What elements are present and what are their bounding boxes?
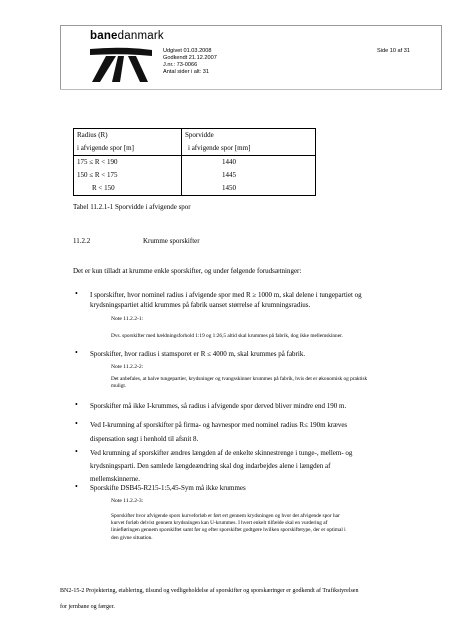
page-number: Side 10 af 31 [377, 48, 410, 54]
list-item [90, 290, 362, 310]
logo-bold: bane [90, 30, 118, 42]
gauge-table [73, 128, 316, 196]
table-header-gauge-1: Sporvidde [182, 129, 316, 143]
note-line: Dvs. sporskifter med hældningsforhold 1:19 og 1:26,5 altid skal krummes på fabrik, dog ikke mellemskinner. [111, 333, 343, 339]
list-item-line: dispensation søgt i henhold til afsnit 8. [90, 435, 199, 443]
list-item [90, 349, 305, 359]
list-item-line: Sporskifter, hvor radius i stamsporet er R ≤ 4000 m, skal krummes på fabrik. [90, 350, 306, 358]
list-item-line: Sporskifter må ikke I-krummes, så radius i afvigende spor derved bliver mindre end 190 m. [90, 402, 347, 410]
note-label: Note 11.2.2-1: [111, 316, 144, 322]
note-line: liniefløringen gennem sporskiftet samt før og efter sporskiftet godtgøre hvilken sporskiftetype, der er optimal i [111, 527, 346, 534]
logo-light: danmark [117, 30, 164, 42]
table-header-gauge-2: i afvigende spor [mm] [182, 142, 316, 156]
note-line: Sporskifter hvor afvigende spors kurveforløb er ført ert gennem krydsningen og hvor det afvigende spor har [111, 513, 340, 519]
list-item-line: Ved krumning af sporskifter ændres længden af de enkelte skinnestrenge i tunge-, mellem- og [90, 449, 353, 457]
list-item-line: I sporskifter, hvor nominel radius i afvigende spor med R ≥ 1000 m, skal delene i tungepartiet og [90, 291, 362, 299]
list-item-line: krydsningspartiet altid krummes på fabrik uanset størrelse af krumningsradius. [90, 301, 311, 309]
journal-number: J.nr.: 73-0066 [163, 62, 198, 68]
table-cell-gauge: 1445 [182, 169, 316, 182]
banedanmark-logo-text [90, 30, 164, 42]
table-cell-radius: R < 150 [74, 182, 182, 196]
table-header-radius-2: i afvigende spor [m] [74, 142, 182, 156]
bullet-icon: • [75, 482, 78, 491]
list-item [90, 448, 352, 484]
list-item-line: Ved I-krumning af sporskifter på firma- og havnespor med nominel radius R≤ 190m kræves [90, 421, 348, 429]
section-number: 11.2.2 [73, 237, 91, 245]
note-line: kurvet forløb delvist gennem krydsningen kan U-krummes. I hvert enkelt tilfælde skal en vurdering af [111, 520, 328, 527]
table-row [74, 169, 316, 182]
bullet-icon: • [75, 348, 78, 357]
footer-line: BN2-15-2 Projektering, etablering, tilsund og vedligeholdelse af sporskifter og sporskæringer er godkendt af Trafikstyrelsen [60, 588, 359, 594]
published-date: Udgivet 01.03.2008 [163, 48, 212, 54]
table-row [74, 182, 316, 196]
footer-text [60, 586, 358, 612]
table-row [74, 156, 316, 170]
list-item-line: krydsningsparti. Den samlede længdeændring skal dog indarbejdes alene i længden af [90, 462, 331, 470]
list-item-line: Sporskifte DSB45-R215-1:5,45-Sym må ikke krummes [90, 484, 246, 492]
note-line: Det anbefales, at halve tungepartier, krydsninger og tvangsskinner krummes på fabrik, hvis det er økonomisk og praktisk [111, 376, 368, 382]
list-item [90, 420, 347, 444]
table-cell-gauge: 1450 [182, 182, 316, 196]
table-cell-radius: 175 ≤ R < 190 [74, 156, 182, 170]
list-item [90, 401, 346, 411]
table-cell-radius: 150 ≤ R < 175 [74, 169, 182, 182]
list-item-line: mellemskinnerne. [90, 475, 140, 483]
note-text [111, 376, 367, 390]
note-line: den givne situation. [111, 534, 153, 541]
bullet-icon: • [75, 400, 78, 409]
approved-date: Godkendt 21.12.2007 [163, 55, 217, 61]
section-title: Krumme sporskifter [143, 237, 200, 245]
table-cell-gauge: 1440 [182, 156, 316, 170]
note-text [111, 513, 346, 542]
table-caption: Tabel 11.2.1-1 Sporvidde i afvigende spor [73, 203, 191, 211]
list-item [90, 483, 246, 493]
section-intro: Det er kun tilladt at krumme enkle sporskifter, og under følgende forudsætninger: [73, 267, 302, 275]
note-label: Note 11.2.2-2: [111, 364, 144, 370]
note-label: Note 11.2.2-3: [111, 498, 144, 504]
note-text [111, 333, 343, 340]
total-pages: Antal sider i alt: 31 [163, 69, 210, 75]
banedanmark-logo-icon [88, 44, 154, 84]
footer-line: for jernbane og færger. [60, 604, 115, 610]
note-line: muligt. [111, 383, 127, 390]
bullet-icon: • [75, 447, 78, 456]
header-divider [60, 89, 440, 90]
bullet-icon: • [75, 289, 78, 298]
table-header-radius-1: Radius (R) [74, 129, 182, 143]
bullet-icon: • [75, 419, 78, 428]
